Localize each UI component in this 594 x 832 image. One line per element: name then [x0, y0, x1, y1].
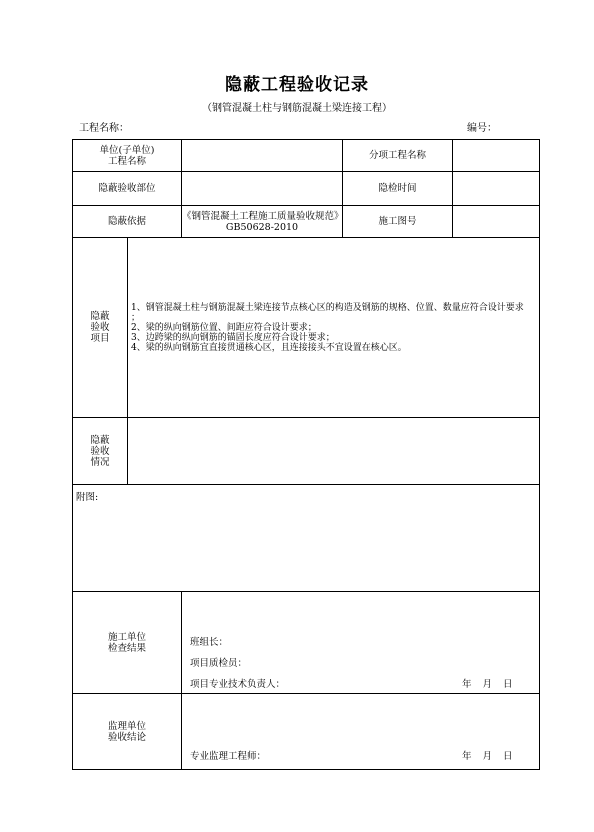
drawing-label: 施工图号: [343, 206, 453, 238]
tech-lead-label: 项目专业技术负责人：: [190, 679, 286, 690]
sub-project-value[interactable]: [453, 140, 540, 172]
construction-date: 年 月 日: [462, 679, 513, 690]
item-2: 2、梁的纵向钢筋位置、间距应符合设计要求；: [131, 322, 317, 333]
supervision-date: 年 月 日: [462, 751, 513, 762]
item-1: 1、钢管混凝土柱与钢筋混凝土梁连接节点核心区的构造及钢筋的规格、位置、数量应符合设计要求: [131, 302, 524, 313]
supervision-sign-area[interactable]: [182, 694, 540, 770]
basis-value: 《钢管混凝土工程施工质量验收规范》 GB50628-2010: [182, 206, 343, 238]
attachment-area[interactable]: [73, 485, 540, 592]
construction-unit-label: 施工单位 检查结果: [73, 592, 182, 694]
row-situation: [73, 418, 540, 485]
sub-project-label: 分项工程名称: [343, 140, 453, 172]
supervisor-label: 专业监理工程师：: [190, 751, 267, 762]
page-subtitle: （钢管混凝土柱与钢筋混凝土梁连接工程）: [202, 103, 392, 114]
row-basis: [73, 206, 540, 238]
situation-label: 隐蔽 验收 情况: [73, 418, 128, 485]
number-label: 编号：: [467, 123, 497, 134]
unit-name-value[interactable]: [182, 140, 343, 172]
row-items: [73, 238, 540, 418]
page-title: 隐蔽工程验收记录: [225, 75, 369, 95]
time-label: 隐检时间: [343, 172, 453, 206]
project-name-label: 工程名称：: [79, 123, 129, 134]
supervision-unit-label: 监理单位 验收结论: [73, 694, 182, 770]
item-4: 4、梁的纵向钢筋宜直接贯通核心区，且连接接头不宜设置在核心区。: [131, 342, 407, 353]
item-1-cont: ；: [131, 312, 141, 323]
unit-name-label: 单位(子单位) 工程名称: [73, 140, 182, 172]
attachment-label: 附图:: [76, 492, 99, 503]
part-label: 隐蔽验收部位: [73, 172, 182, 206]
construction-sign-area[interactable]: [182, 592, 540, 694]
items-content: [128, 238, 540, 418]
row-attachment: [73, 485, 540, 592]
item-3: 3、边跨梁的纵向钢筋的锚固长度应符合设计要求；: [131, 332, 335, 343]
inspection-form-table: [72, 139, 540, 770]
items-label: 隐蔽 验收 项目: [73, 238, 128, 418]
time-value[interactable]: [453, 172, 540, 206]
part-value[interactable]: [182, 172, 343, 206]
drawing-value[interactable]: [453, 206, 540, 238]
row-supervision: [73, 694, 540, 770]
basis-label: 隐蔽依据: [73, 206, 182, 238]
row-construction: [73, 592, 540, 694]
row-part: [73, 172, 540, 206]
team-leader-label: 班组长：: [190, 637, 229, 648]
quality-inspector-label: 项目质检员：: [190, 658, 248, 669]
situation-value[interactable]: [128, 418, 540, 485]
row-unit: [73, 140, 540, 172]
